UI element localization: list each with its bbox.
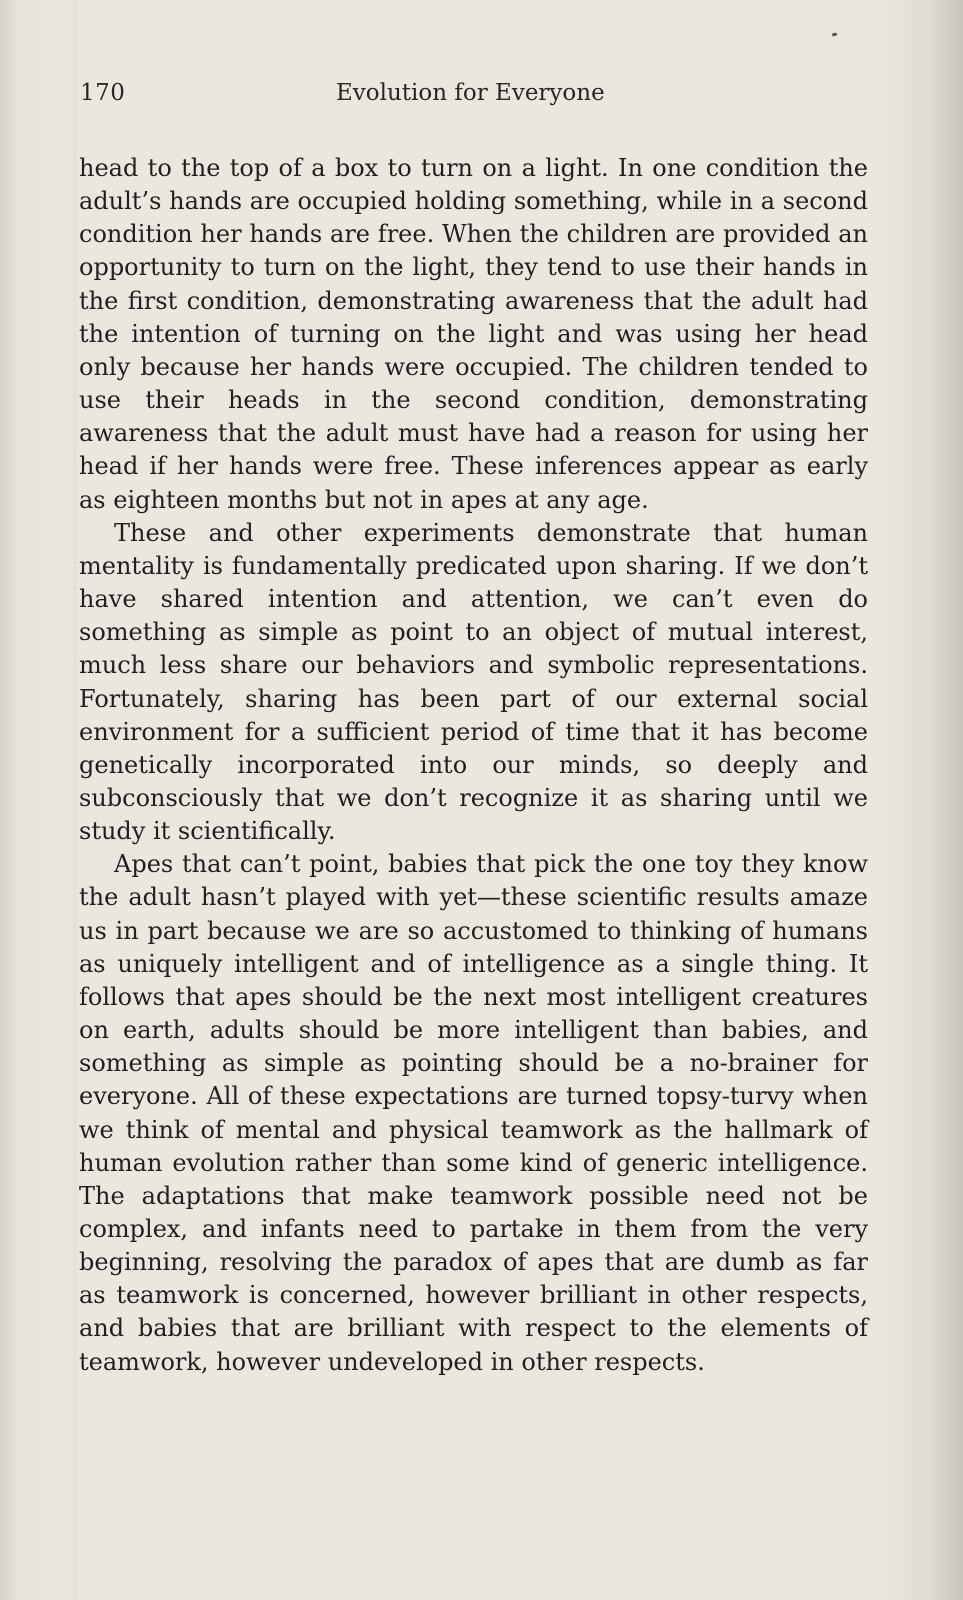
ink-speck (832, 32, 838, 36)
body-text (79, 152, 868, 1379)
paragraph-1: head to the top of a box to turn on a light. In one condition the adult’s hands are occupied holding something, while in a second condition her hands are free. When the children are provided an opportunity to turn on the light, they tend to use their hands in the first condition, demonstrating awareness that the adult had the intention of turning on the light and was using her head only because her hands were occupied. The children tended to use their heads in the second condition, demonstrating awareness that the adult must have had a reason for using her head if her hands were free. These inferences appear as early as eighteen months but not in apes at any age. (79, 154, 868, 514)
book-title: Evolution for Everyone (336, 80, 605, 106)
page-number: 170 (80, 80, 126, 106)
gutter-shadow (72, 0, 78, 1600)
running-head (80, 80, 870, 112)
paragraph-3: Apes that can’t point, babies that pick the one toy they know the adult hasn’t played with yet—these scientific results amaze us in part because we are so accustomed to thinking of humans as uniquely intelligent and of intelligence as a single thing. It follows that apes should be the next most intelligent creatures on earth, adults should be more intelligent than babies, and something as simple as pointing should be a no-brainer for everyone. All of these expectations are turned topsy-turvy when we think of mental and physical teamwork as the hallmark of human evolution rather than some kind of generic intelligence. The adaptations that make teamwork possible need not be complex, and infants need to partake in them from the very beginning, resolving the paradox of apes that are dumb as far as teamwork is concerned, however brilliant in other respects, and babies that are brilliant with respect to the elements of teamwork, however undeveloped in other respects. (79, 850, 868, 1376)
paragraph-2: These and other experiments demonstrate that human mentality is fundamentally predicated upon sharing. If we don’t have shared intention and attention, we can’t even do something as simple as point to an object of mutual interest, much less share our behaviors and symbolic representations. Fortunately, sharing has been part of our external social environment for a sufficient period of time that it has become genetically incorporated into our minds, so deeply and subconsciously that we don’t recognize it as sharing until we study it scientifically. (79, 518, 868, 846)
